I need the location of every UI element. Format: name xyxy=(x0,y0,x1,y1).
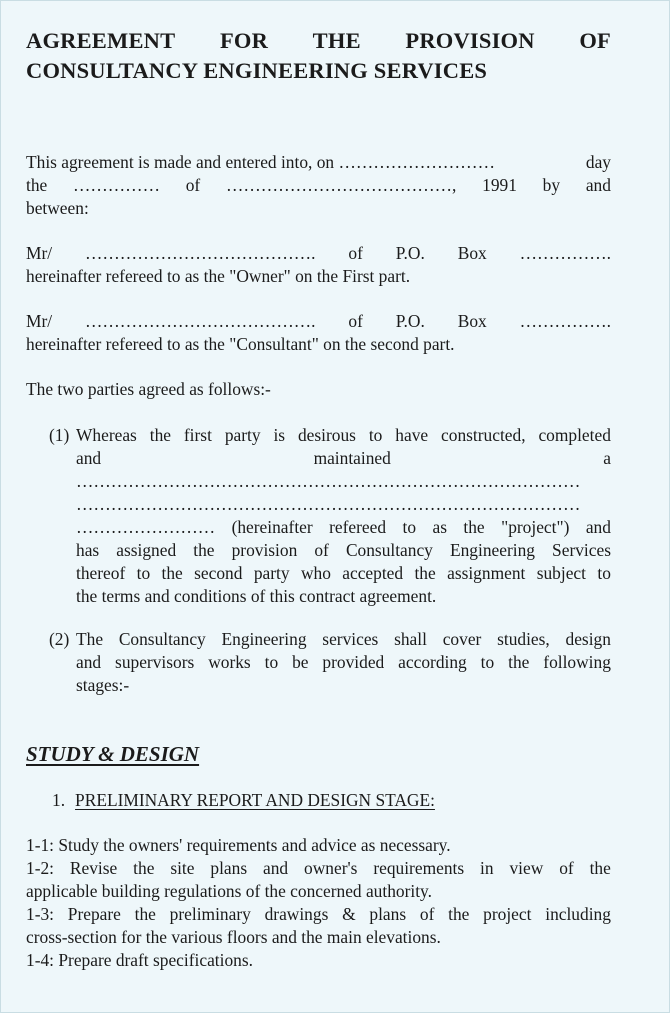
clause-word: maintained xyxy=(313,448,391,468)
clause-word: works xyxy=(208,652,251,672)
consultant-line-2: hereinafter refereed to as the "Consultant" on the second part. xyxy=(26,334,455,354)
item-word: view xyxy=(509,858,544,878)
clause-word: (hereinafter xyxy=(231,517,313,537)
clause-word: provided xyxy=(322,652,385,672)
intro-blank: …………………………………, xyxy=(225,175,457,195)
clause-word: Engineering xyxy=(449,540,535,560)
item-word: of xyxy=(559,858,574,878)
clause-1-blank-line: …………………………………………………………………………… xyxy=(76,471,581,491)
clause-word: desirous xyxy=(297,425,356,445)
owner-line-1 xyxy=(26,242,611,265)
clause-word: Consultancy xyxy=(345,540,433,560)
clause-word: first xyxy=(183,425,212,445)
consultant-paragraph xyxy=(26,310,611,356)
clause-word: The xyxy=(76,629,104,649)
item-word: site xyxy=(170,858,195,878)
owner-blank: …………………………………. xyxy=(85,243,316,263)
item-word: the xyxy=(133,858,155,878)
clause-blank: …………………… xyxy=(76,517,216,537)
clause-2-marker: (2) xyxy=(49,629,70,649)
clause-word: the xyxy=(149,425,171,445)
consultant-blank: …………………………………. xyxy=(85,311,316,331)
clause-word: cover xyxy=(442,629,482,649)
title-line-2: CONSULTANCY ENGINEERING SERVICES xyxy=(26,58,488,83)
clause-word: and xyxy=(76,652,102,672)
clause-word: provision xyxy=(231,540,298,560)
list-item: 1-4: Prepare draft specifications. xyxy=(26,950,253,970)
list-item: 1-1: Study the owners' requirements and advice as necessary. xyxy=(26,835,451,855)
section-heading: STUDY & DESIGN xyxy=(26,742,200,766)
consultant-word: Mr/ xyxy=(26,311,53,331)
item-word: preliminary xyxy=(169,904,251,924)
clause-word: have xyxy=(395,425,429,445)
clause-word: to xyxy=(597,563,611,583)
clause-word: services xyxy=(322,629,379,649)
clause-word: to xyxy=(402,517,417,537)
consultant-blank: ……………. xyxy=(519,311,611,331)
item-word: the xyxy=(134,904,156,924)
item-word: the xyxy=(448,904,470,924)
intro-word: of xyxy=(185,175,201,195)
clause-word: the xyxy=(161,563,183,583)
intro-text: day xyxy=(585,152,611,172)
owner-word: P.O. xyxy=(395,243,425,263)
clause-word: and xyxy=(585,517,611,537)
clause-word: second xyxy=(194,563,243,583)
owner-blank: ……………. xyxy=(519,243,611,263)
clause-word: be xyxy=(292,652,309,672)
clause-word: as xyxy=(432,517,447,537)
clause-word: party xyxy=(253,563,290,583)
clause-word: completed xyxy=(538,425,611,445)
clause-2-line-3: stages:- xyxy=(76,675,130,695)
subsection-heading xyxy=(52,789,435,812)
clause-1-line-8: the terms and conditions of this contract agreement. xyxy=(76,586,437,606)
intro-line-1 xyxy=(26,151,611,174)
clause-word: "project") xyxy=(501,517,570,537)
item-word: 1-2: xyxy=(26,858,55,878)
list-item-continuation: applicable building regulations of the concerned authority. xyxy=(26,881,432,901)
clause-word: accepted xyxy=(342,563,404,583)
item-word: the xyxy=(589,858,611,878)
clause-word: Whereas xyxy=(76,425,137,445)
owner-word: Mr/ xyxy=(26,243,53,263)
owner-word: Box xyxy=(457,243,487,263)
intro-word: the xyxy=(26,175,48,195)
item-word: of xyxy=(419,904,435,924)
clause-word: the xyxy=(463,517,485,537)
list-item xyxy=(26,903,611,926)
clause-word: shall xyxy=(394,629,427,649)
clause-1-marker: (1) xyxy=(49,425,70,445)
clause-word: party xyxy=(224,425,261,445)
clause-word: thereof xyxy=(76,563,126,583)
item-word: & xyxy=(342,904,356,924)
clause-word: a xyxy=(603,448,611,468)
title-word: AGREEMENT xyxy=(26,28,176,53)
item-list xyxy=(26,834,611,972)
agreed-paragraph: The two parties agreed as follows:- xyxy=(26,379,271,399)
clause-word: the xyxy=(414,563,436,583)
intro-word: and xyxy=(585,175,611,195)
title-line-1 xyxy=(26,26,611,56)
clause-word: to xyxy=(480,652,495,672)
clause-word: studies, xyxy=(497,629,550,649)
clause-1-line-2 xyxy=(76,447,611,470)
subsection-number: 1. xyxy=(52,790,66,810)
clause-word: who xyxy=(300,563,331,583)
clause-word: refereed xyxy=(329,517,387,537)
clause-word: assigned xyxy=(116,540,177,560)
clause-word: following xyxy=(543,652,611,672)
subsection-title: PRELIMINARY REPORT AND DESIGN STAGE: xyxy=(75,790,435,810)
item-word: Revise xyxy=(69,858,118,878)
title-word: FOR xyxy=(219,28,269,53)
clause-word: is xyxy=(273,425,286,445)
clause-1-line-5 xyxy=(76,516,611,539)
clause-1-line-7 xyxy=(76,562,611,585)
clause-word: subject xyxy=(536,563,586,583)
item-word: drawings xyxy=(264,904,329,924)
item-word: project xyxy=(483,904,532,924)
clause-word: according xyxy=(398,652,467,672)
item-word: plans xyxy=(210,858,248,878)
title-word: OF xyxy=(579,28,611,53)
clause-word: to xyxy=(368,425,383,445)
clause-2 xyxy=(76,628,611,697)
item-word: 1-3: xyxy=(26,904,55,924)
list-item xyxy=(26,857,611,880)
clause-word: and xyxy=(76,448,102,468)
intro-word: by xyxy=(542,175,561,195)
intro-text: This agreement is made and entered into, on ……………………… xyxy=(26,152,495,172)
consultant-word: P.O. xyxy=(395,311,425,331)
owner-word: of xyxy=(348,243,363,263)
item-word: Prepare xyxy=(67,904,121,924)
list-item-continuation: cross-section for the various floors and the main elevations. xyxy=(26,927,441,947)
clause-1-line-6 xyxy=(76,539,611,562)
document-title xyxy=(26,26,611,86)
clause-word: constructed, xyxy=(441,425,526,445)
item-word: including xyxy=(545,904,611,924)
title-word: PROVISION xyxy=(405,28,535,53)
item-word: owner's xyxy=(304,858,358,878)
intro-blank: …………… xyxy=(73,175,160,195)
clause-2-line-2 xyxy=(76,651,611,674)
consultant-word: Box xyxy=(457,311,487,331)
clause-word: supervisors xyxy=(115,652,195,672)
clause-1-blank-line: …………………………………………………………………………… xyxy=(76,494,581,514)
clause-1-line-1 xyxy=(76,424,611,447)
clause-2-line-1 xyxy=(76,628,611,651)
clause-word: to xyxy=(136,563,151,583)
clause-word: design xyxy=(565,629,611,649)
intro-line-3: between: xyxy=(26,198,89,218)
clause-word: the xyxy=(508,652,530,672)
owner-line-2: hereinafter refereed to as the "Owner" on the First part. xyxy=(26,266,411,286)
clause-word: of xyxy=(314,540,329,560)
clause-word: Engineering xyxy=(221,629,307,649)
consultant-word: of xyxy=(348,311,363,331)
clause-word: to xyxy=(264,652,279,672)
clause-word: has xyxy=(76,540,100,560)
consultant-line-1 xyxy=(26,310,611,333)
item-word: requirements xyxy=(373,858,465,878)
title-word: THE xyxy=(312,28,361,53)
clause-word: Consultancy xyxy=(118,629,206,649)
intro-line-2 xyxy=(26,174,611,197)
item-word: in xyxy=(480,858,494,878)
item-word: plans xyxy=(369,904,407,924)
intro-paragraph xyxy=(26,151,611,220)
clause-word: Services xyxy=(552,540,611,560)
clause-word: assignment xyxy=(447,563,526,583)
clause-word: the xyxy=(193,540,215,560)
item-word: and xyxy=(263,858,289,878)
owner-paragraph xyxy=(26,242,611,288)
intro-year: 1991 xyxy=(482,175,517,195)
clause-1 xyxy=(76,424,611,608)
